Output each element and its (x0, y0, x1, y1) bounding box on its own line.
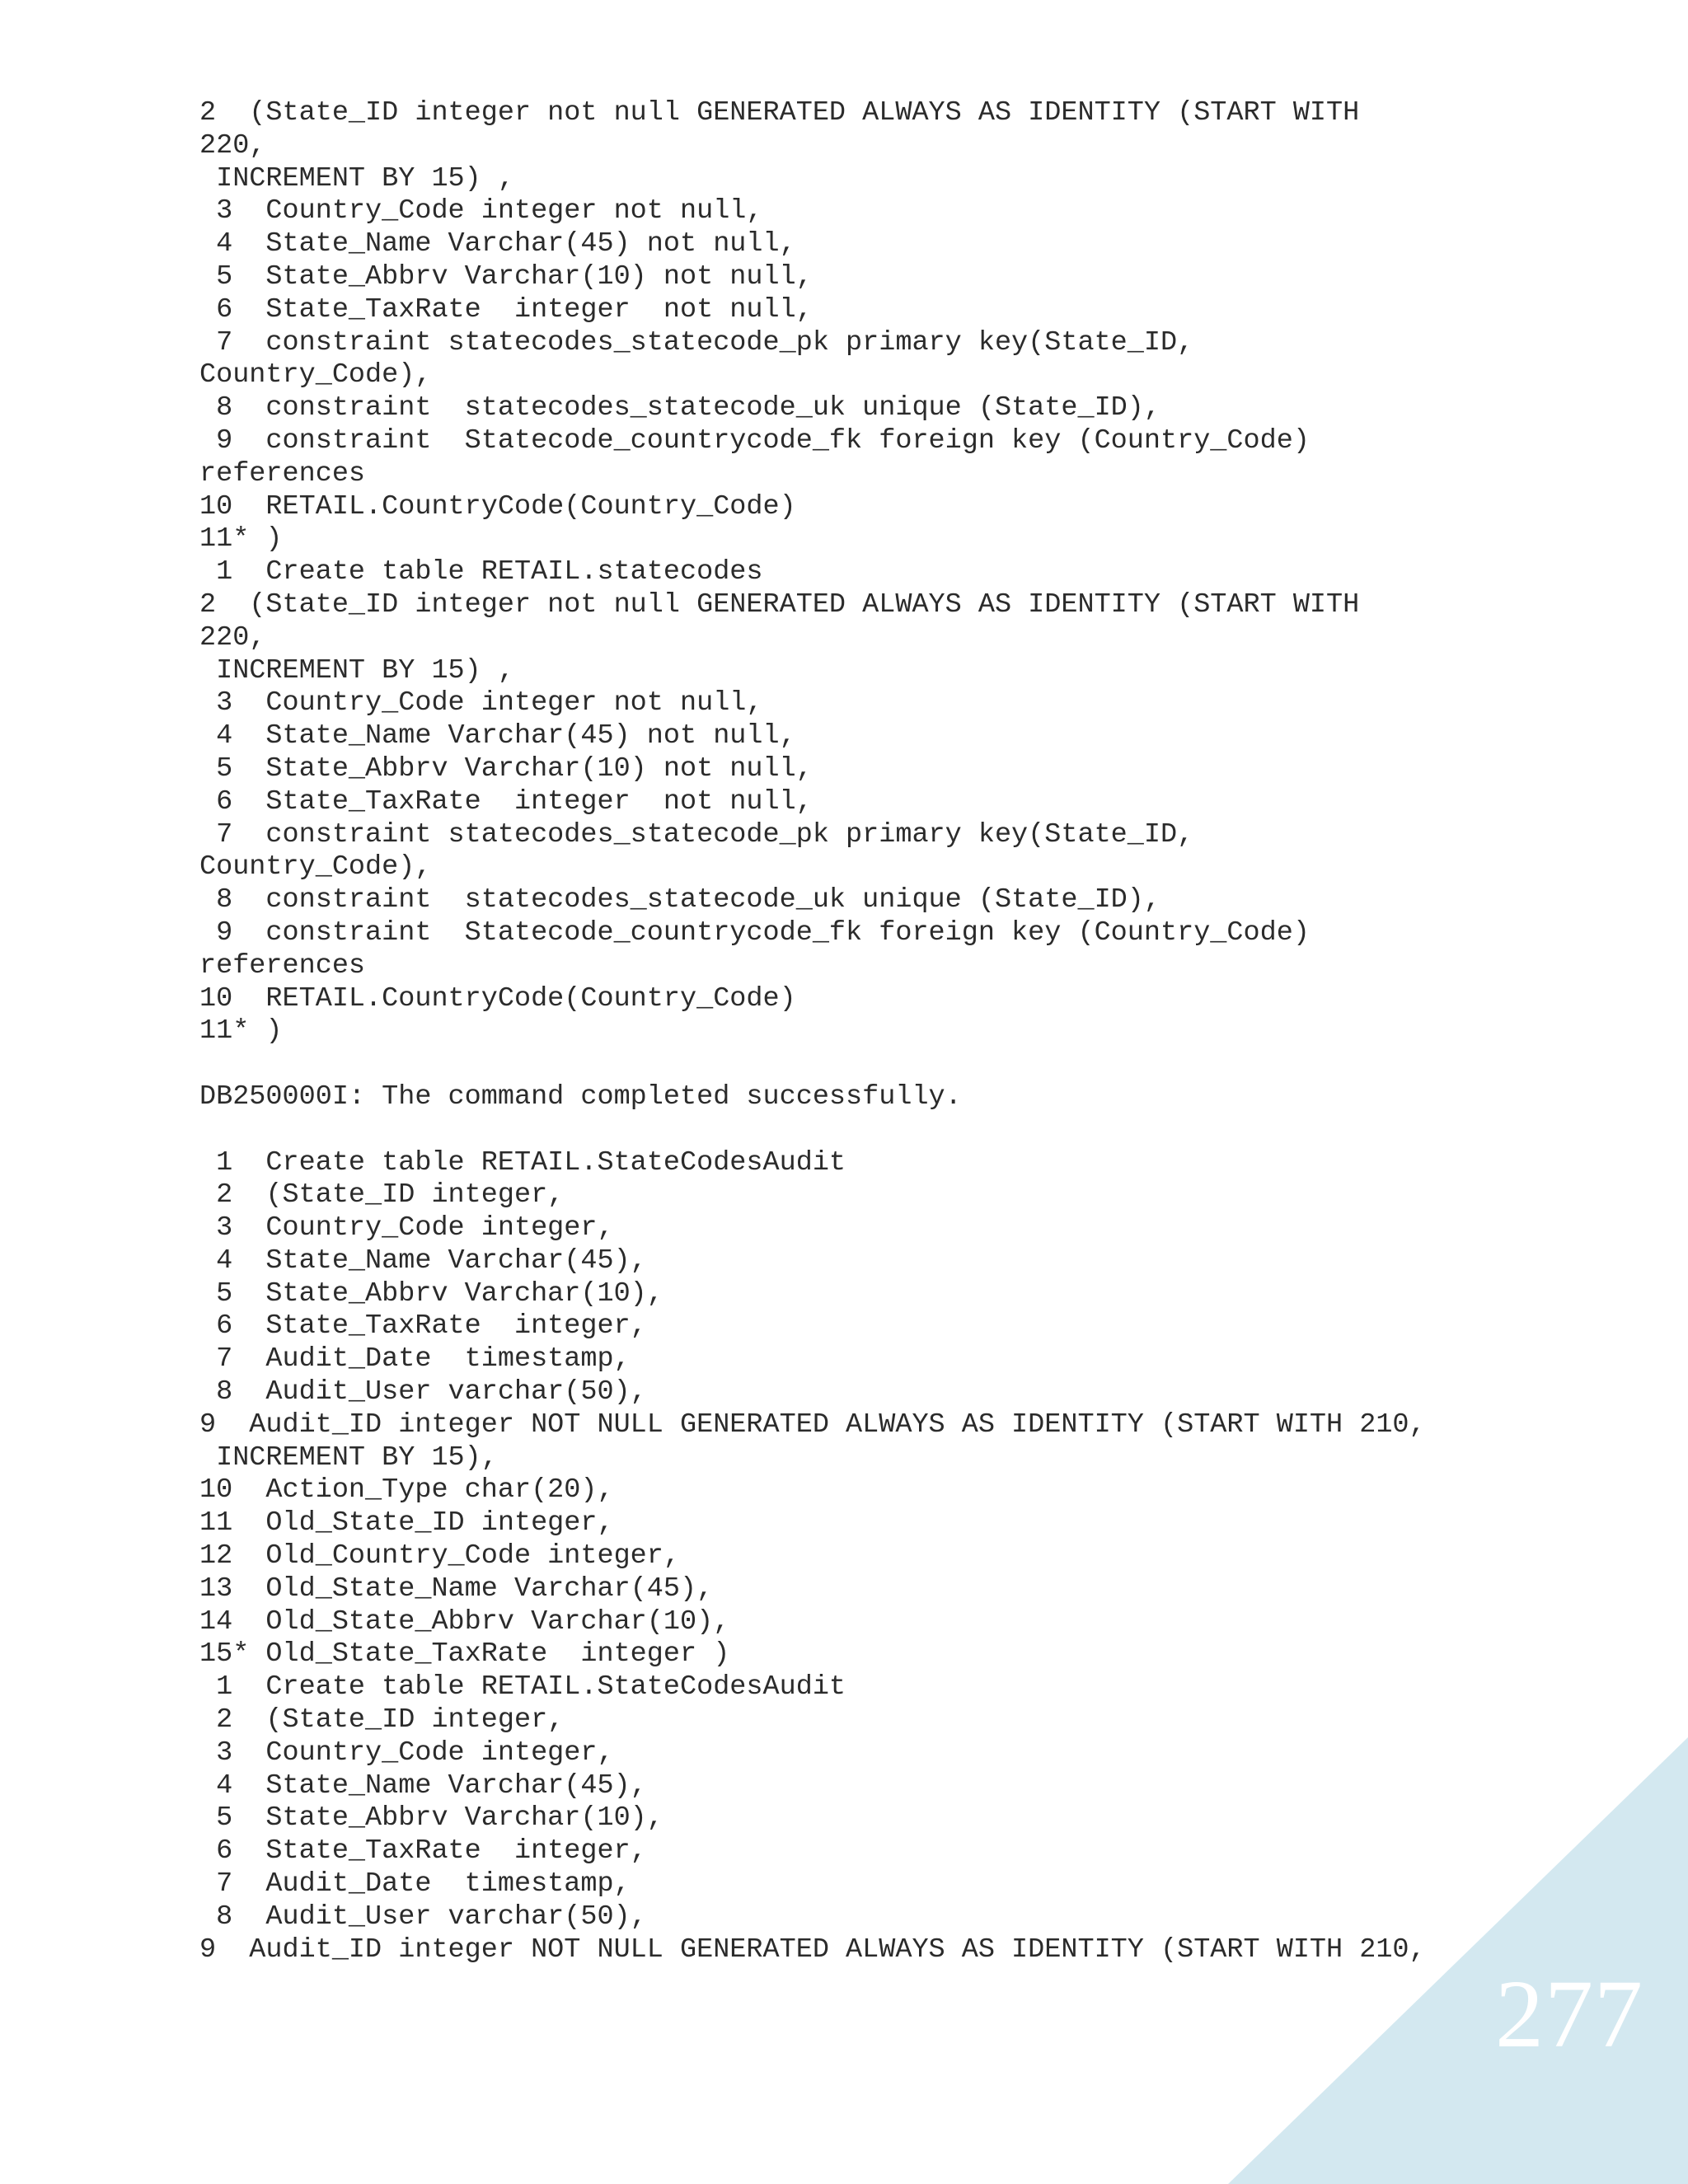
code-line: 14 Old_State_Abbrv Varchar(10), (199, 1605, 730, 1638)
code-line: 6 State_TaxRate integer not null, (199, 293, 813, 326)
code-line: 3 Country_Code integer not null, (199, 687, 763, 719)
code-listing (199, 97, 1650, 1966)
code-line: 7 Audit_Date timestamp, (199, 1343, 631, 1376)
code-line: 6 State_TaxRate integer, (199, 1310, 647, 1343)
code-line: 4 State_Name Varchar(45), (199, 1769, 647, 1802)
code-line: INCREMENT BY 15) , (199, 162, 514, 194)
code-line: 7 constraint statecodes_statecode_pk primary key(State_ID, (199, 818, 1194, 851)
code-line: 3 Country_Code integer not null, (199, 195, 763, 227)
code-line: 5 State_Abbrv Varchar(10) not null, (199, 260, 813, 293)
code-line: 9 constraint Statecode_countrycode_fk foreign key (Country_Code) (199, 916, 1310, 949)
code-line: 11* ) (199, 523, 283, 555)
code-line: 12 Old_Country_Code integer, (199, 1540, 680, 1572)
code-line: Country_Code), (199, 359, 432, 391)
code-line: 9 Audit_ID integer NOT NULL GENERATED ALWAYS AS IDENTITY (START WITH 210, (199, 1933, 1426, 1966)
code-line: 4 State_Name Varchar(45) not null, (199, 228, 796, 260)
code-line: 5 State_Abbrv Varchar(10), (199, 1277, 663, 1310)
code-line: 2 (State_ID integer not null GENERATED ALWAYS AS IDENTITY (START WITH (199, 588, 1360, 621)
code-line: 2 (State_ID integer, (199, 1179, 565, 1212)
code-line: 5 State_Abbrv Varchar(10), (199, 1802, 663, 1835)
code-line: 10 RETAIL.CountryCode(Country_Code) (199, 490, 796, 523)
code-line (199, 1114, 1650, 1147)
code-line: references (199, 949, 366, 982)
code-line: 5 State_Abbrv Varchar(10) not null, (199, 752, 813, 785)
code-line: Country_Code), (199, 851, 432, 883)
code-line: 4 State_Name Varchar(45) not null, (199, 720, 796, 752)
code-line: 2 (State_ID integer, (199, 1704, 565, 1736)
code-line: 8 constraint statecodes_statecode_uk unique (State_ID), (199, 392, 1160, 424)
code-line: 3 Country_Code integer, (199, 1212, 614, 1244)
code-line: 7 Audit_Date timestamp, (199, 1868, 631, 1900)
code-line: 13 Old_State_Name Varchar(45), (199, 1572, 714, 1605)
code-line: DB250000I: The command completed successfully. (199, 1080, 962, 1113)
code-line: 9 Audit_ID integer NOT NULL GENERATED ALWAYS AS IDENTITY (START WITH 210, (199, 1408, 1426, 1441)
code-line: 8 Audit_User varchar(50), (199, 1376, 647, 1408)
code-line: 1 Create table RETAIL.StateCodesAudit (199, 1671, 846, 1704)
code-line: 220, (199, 621, 266, 654)
code-line: 220, (199, 129, 266, 162)
code-line: 7 constraint statecodes_statecode_pk primary key(State_ID, (199, 326, 1194, 359)
code-line: INCREMENT BY 15), (199, 1441, 498, 1474)
code-line (199, 1048, 1650, 1081)
code-line: 11* ) (199, 1015, 283, 1047)
code-line: 6 State_TaxRate integer, (199, 1835, 647, 1868)
code-line: 1 Create table RETAIL.StateCodesAudit (199, 1146, 846, 1179)
code-line: 4 State_Name Varchar(45), (199, 1244, 647, 1277)
code-line: 10 RETAIL.CountryCode(Country_Code) (199, 982, 796, 1015)
code-line: 9 constraint Statecode_countrycode_fk foreign key (Country_Code) (199, 424, 1310, 457)
code-line: 2 (State_ID integer not null GENERATED ALWAYS AS IDENTITY (START WITH (199, 97, 1360, 129)
page-number: 277 (1495, 1960, 1643, 2068)
code-line: 3 Country_Code integer, (199, 1736, 614, 1769)
code-line: 11 Old_State_ID integer, (199, 1507, 614, 1540)
code-line: 10 Action_Type char(20), (199, 1474, 614, 1507)
code-line: 15* Old_State_TaxRate integer ) (199, 1638, 730, 1671)
code-line: 8 Audit_User varchar(50), (199, 1900, 647, 1933)
code-line: 6 State_TaxRate integer not null, (199, 785, 813, 818)
code-line: 1 Create table RETAIL.statecodes (199, 556, 763, 588)
code-line: 8 constraint statecodes_statecode_uk unique (State_ID), (199, 884, 1160, 916)
code-line: INCREMENT BY 15) , (199, 654, 514, 687)
code-line: references (199, 457, 366, 490)
